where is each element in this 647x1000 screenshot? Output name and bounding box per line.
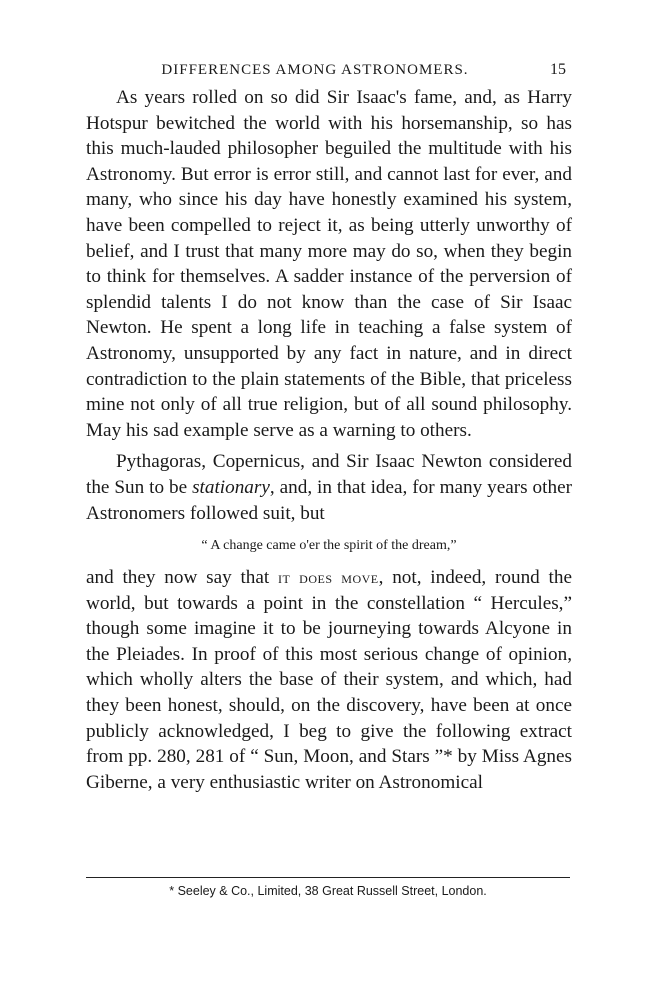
book-page bbox=[86, 55, 572, 898]
text-fragment: , and, in that idea, for many years other Astronomers followed suit, but bbox=[86, 476, 572, 524]
chapter-title: DIFFERENCES AMONG ASTRONOMERS. bbox=[161, 62, 469, 78]
block-quote: “ A change came o'er the spirit of the dream,” bbox=[201, 538, 457, 554]
footnote: * Seeley & Co., Limited, 38 Great Russell Street, London. bbox=[169, 884, 487, 898]
paragraph-sun-moves bbox=[86, 565, 572, 795]
smallcaps-it-does-move: it does move bbox=[278, 568, 379, 588]
footnote-divider bbox=[86, 877, 570, 878]
emphasis-stationary: stationary bbox=[192, 476, 270, 498]
running-head bbox=[86, 55, 572, 85]
body-text-continued bbox=[86, 565, 572, 795]
text-fragment: and they now say that bbox=[86, 567, 279, 589]
paragraph-newton-fame: As years rolled on so did Sir Isaac's fame, and, as Harry Hotspur bewitched the world with his horsemanship, so has this much-lauded philosopher beguiled the multitude with his Astronomy. But error is error still, and cannot last for ever, and many, who since his day have honestly examined his system, have been compelled to reject it, as being utterly unworthy of belief, and I trust that many more may do so, when they begin to think for themselves. A sadder instance of the perversion of splendid talents I do not know than the case of Sir Isaac Newton. He spent a long life in teaching a false system of Astronomy, unsupported by any fact in nature, and in direct contradiction to the plain statements of the Bible, that priceless mine not only of all true religion, but of all sound philosophy. May his sad example serve as a warning to others. bbox=[86, 87, 572, 441]
page-number: 15 bbox=[550, 61, 566, 78]
text-fragment: , not, indeed, round the world, but towards a point in the constellation “ Hercules,” though some imagine it to be journeying towards Alcyone in the Pleiades. In proof of this most serious change of opinion, which wholly alters the base of their system, and which, had they been honest, should, on the discovery, have been at once publicly acknowledged, I beg to give the following extract from pp. 280, 281 of “ Sun, Moon, and Stars ”* by Miss Agnes Giberne, a very enthusiastic writer on Astronomical bbox=[86, 567, 572, 793]
text-fragment: Pythagoras, Copernicus, and Sir Isaac Newton considered the Sun to be bbox=[86, 451, 572, 498]
paragraph-stationary-sun bbox=[86, 449, 572, 526]
body-text bbox=[86, 85, 572, 526]
